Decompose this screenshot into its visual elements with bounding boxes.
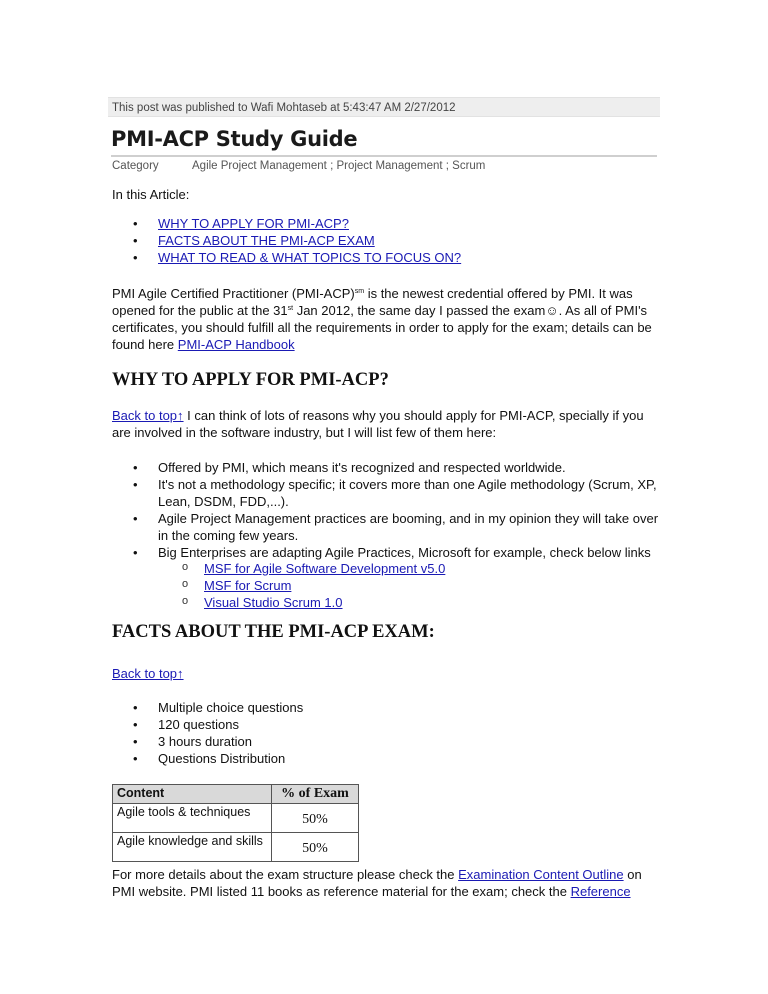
facts-list [112,699,660,767]
category-label: Category [112,160,159,172]
why-text: I can think of lots of reasons why you should apply for PMI-ACP, specially if you are involved in the software industry, but I will list few of them here: [112,408,644,440]
title-divider [111,155,657,157]
column-header-percent: % of Exam [272,785,359,804]
category-value: Agile Project Management ; Project Management ; Scrum [192,160,486,172]
facts-back-to-top [112,665,184,682]
content-outline-link[interactable]: Examination Content Outline [458,867,624,882]
table-row [113,833,359,862]
list-item: • 120 questions [112,716,660,733]
closing-paragraph [112,866,660,900]
toc-item [112,215,652,232]
column-header-content: Content [113,785,272,804]
list-item: • 3 hours duration [112,733,660,750]
intro-text: is the newest credential offered by PMI. It was opened for the public at the 31 [112,286,633,318]
why-paragraph [112,407,660,441]
page-title: PMI-ACP Study Guide [111,127,358,151]
intro-text: . As all of PMI's certificates, you should fulfill all the requirements in order to apply for the exam; details can be found here [112,303,652,352]
closing-text: on PMI website. PMI listed 11 books as reference material for the exam; check the [112,867,642,899]
list-item: • It's not a methodology specific; it covers more than one Agile methodology (Scrum, XP, Lean, DSDM, FDD,...). [112,476,660,510]
back-to-top-link[interactable]: Back to top↑ [112,408,184,423]
vs-scrum-link[interactable]: Visual Studio Scrum 1.0 [204,595,343,610]
toc-item [112,249,652,266]
sub-list-item [112,560,660,577]
intro-paragraph [112,285,660,353]
table-row [113,804,359,833]
list-item: • Multiple choice questions [112,699,660,716]
table-cell: Agile tools & techniques [113,804,272,833]
intro-text: PMI Agile Certified Practitioner (PMI-ACP) [112,286,355,301]
why-list [112,459,660,561]
handbook-link[interactable]: PMI-ACP Handbook [177,337,295,352]
sub-list-item [112,577,660,594]
heading-exam-facts: FACTS ABOUT THE PMI-ACP EXAM: [112,622,435,642]
questions-distribution-table [112,784,359,862]
toc-list [112,215,652,266]
toc-link-what-to-read[interactable]: WHAT TO READ & WHAT TOPICS TO FOCUS ON? [158,250,462,265]
superscript-sm: sm [354,288,365,295]
toc-link-exam-facts[interactable]: FACTS ABOUT THE PMI-ACP EXAM [158,233,375,248]
heading-why-apply: WHY TO APPLY FOR PMI-ACP? [112,370,389,390]
superscript-st: st [287,305,294,312]
published-info-bar: This post was published to Wafi Mohtaseb at 5:43:47 AM 2/27/2012 [108,97,660,117]
table-cell: Agile knowledge and skills [113,833,272,862]
toc-item [112,232,652,249]
msf-scrum-link[interactable]: MSF for Scrum [204,578,292,593]
list-item: • Agile Project Management practices are booming, and in my opinion they will take over in the coming few years. [112,510,660,544]
table-cell: 50% [272,833,359,862]
list-item: • Questions Distribution [112,750,660,767]
back-to-top-link[interactable]: Back to top↑ [112,666,184,681]
intro-text: Jan 2012, the same day I passed the exam [293,303,546,318]
sub-list-item [112,594,660,611]
closing-text: For more details about the exam structure please check the [112,867,459,882]
table-cell: 50% [272,804,359,833]
category-row [112,160,485,172]
toc-link-why-apply[interactable]: WHY TO APPLY FOR PMI-ACP? [158,216,349,231]
table-header-row [113,785,359,804]
microsoft-links-list [112,560,660,611]
smiley-icon: ☺ [545,303,559,318]
list-item: • Offered by PMI, which means it's recognized and respected worldwide. [112,459,660,476]
toc-intro: In this Article: [112,187,190,202]
list-item: • Big Enterprises are adapting Agile Practices, Microsoft for example, check below links [112,544,660,561]
reference-link[interactable]: Reference [570,884,631,899]
msf-agile-link[interactable]: MSF for Agile Software Development v5.0 [204,561,446,576]
